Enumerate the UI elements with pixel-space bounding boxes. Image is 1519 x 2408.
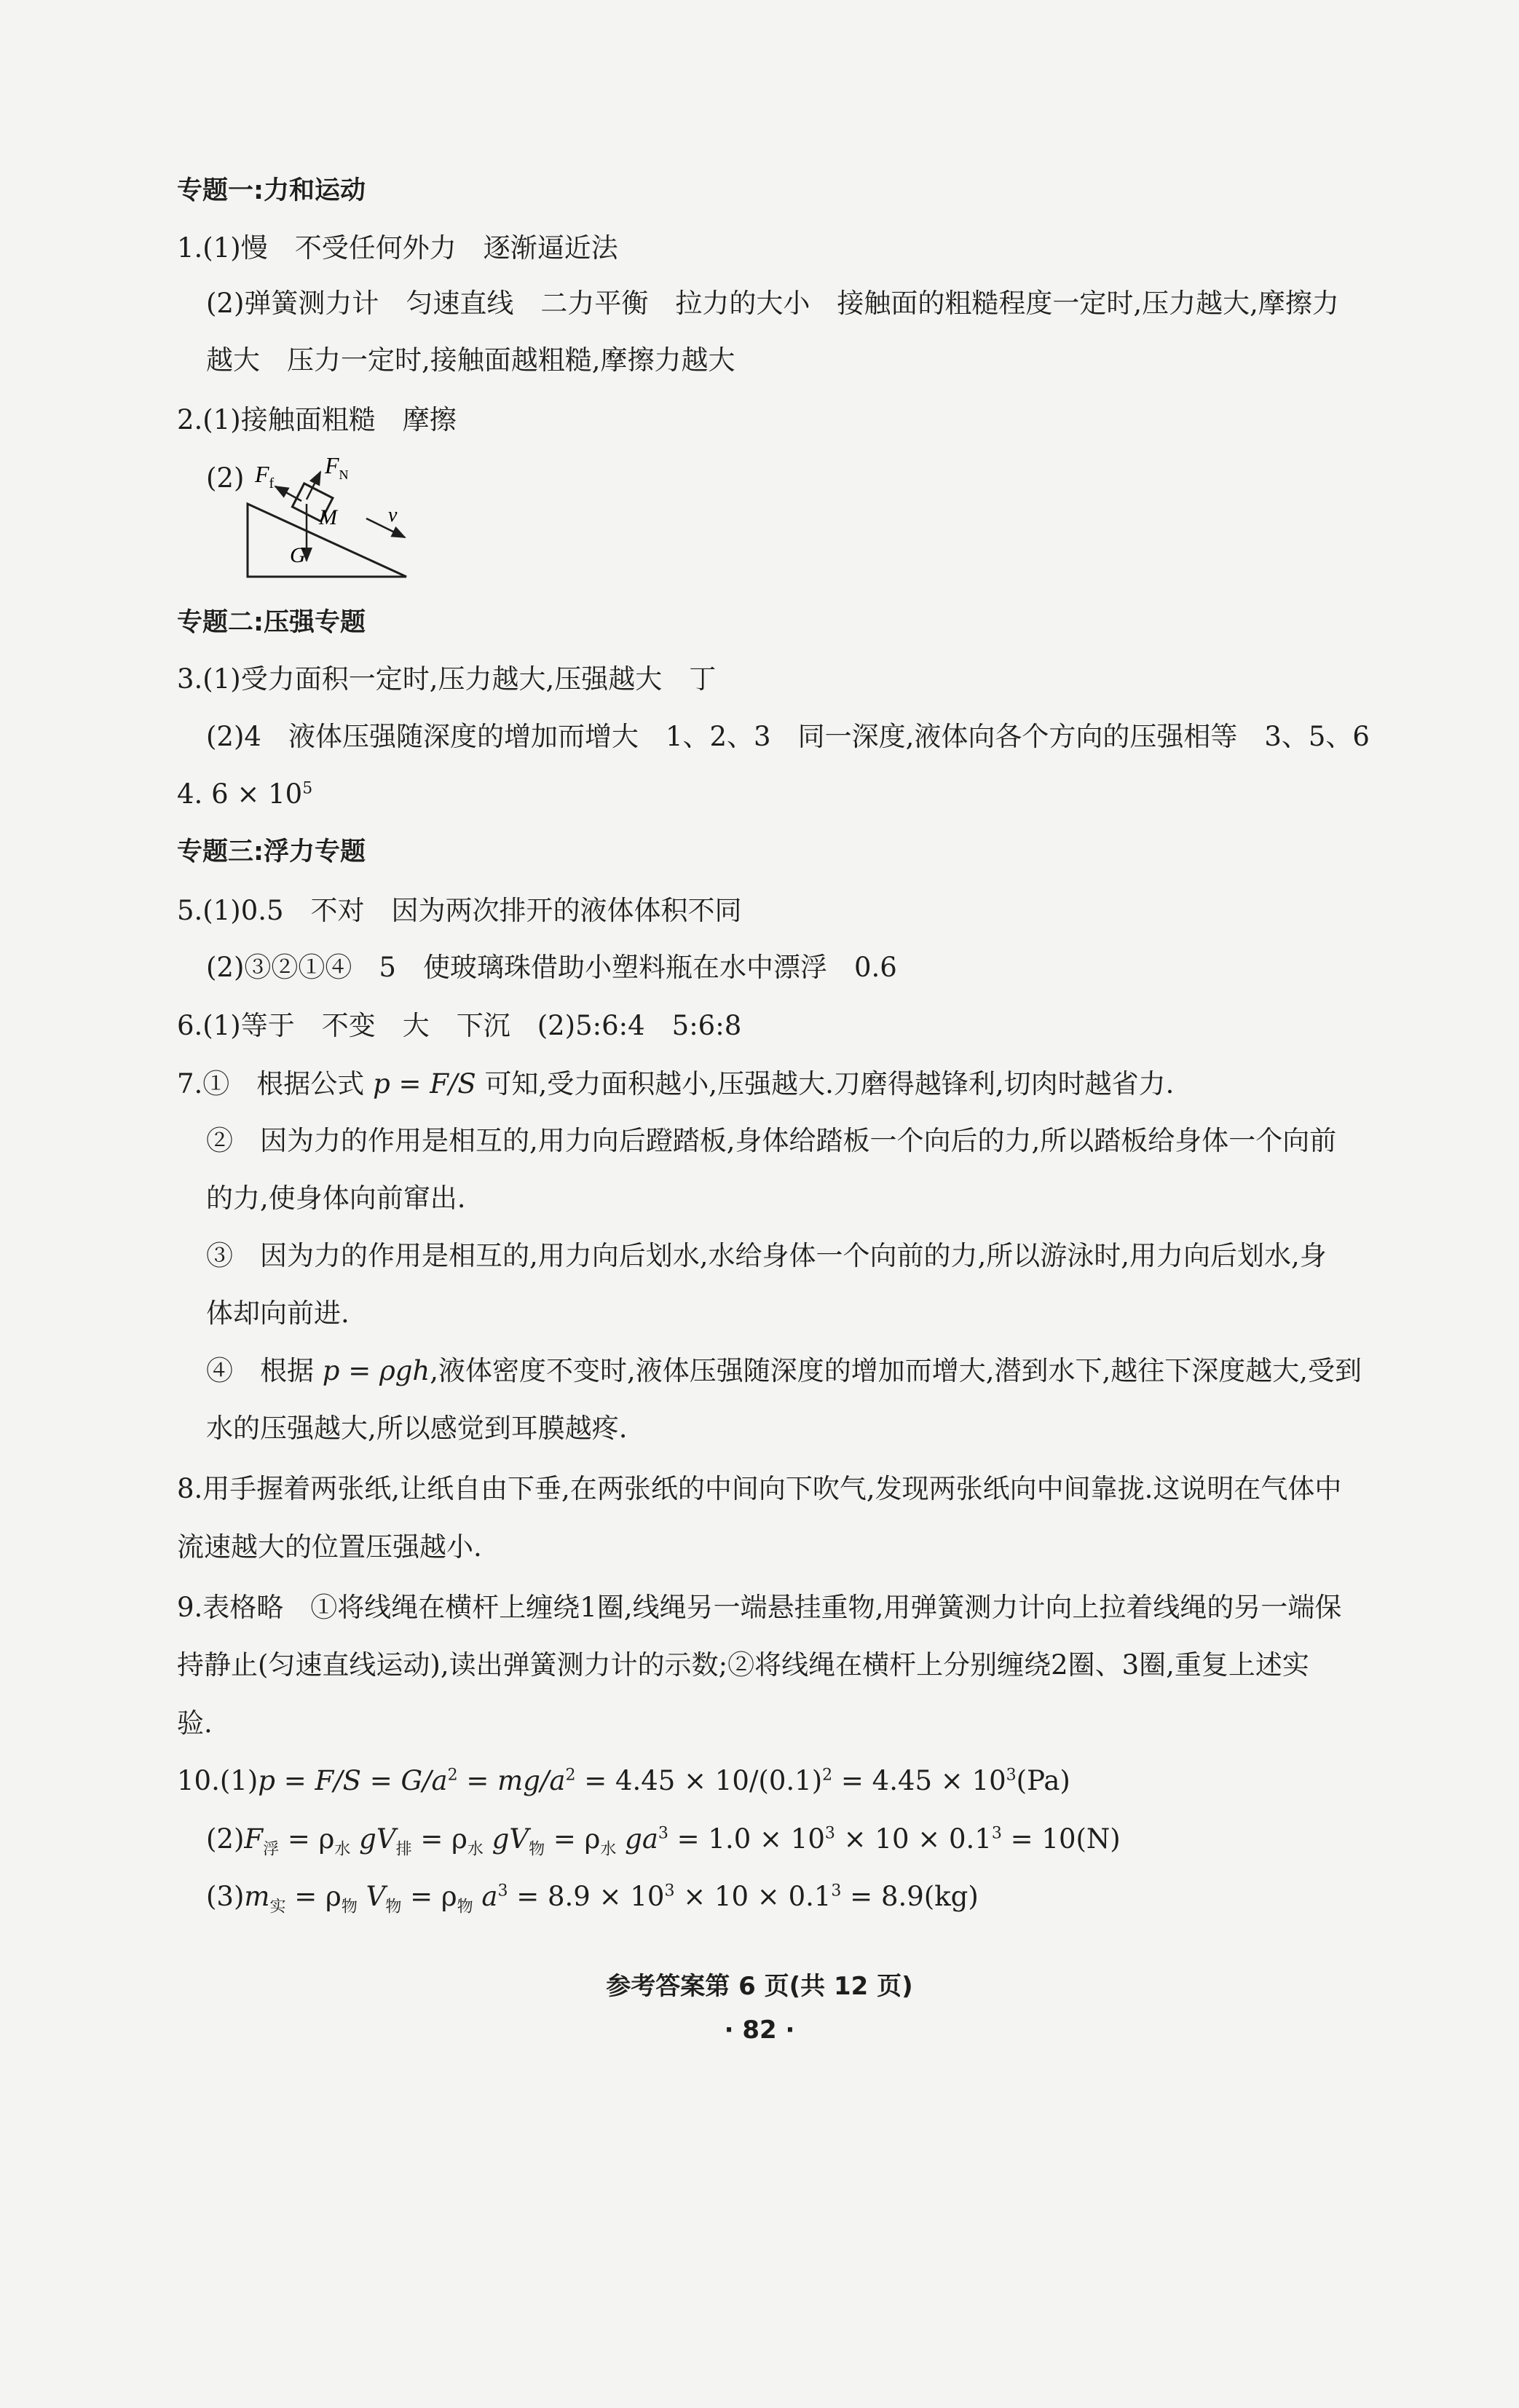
- q7-item-2-line-2: 的力,使身体向前窜出.: [206, 1183, 466, 1214]
- q1-line-1: 1.(1)慢 不受任何外力 逐渐逼近法: [177, 232, 618, 264]
- q9-line-1: 9.表格略 ①将线绳在横杆上缠绕1圈,线绳另一端悬挂重物,用弹簧测力计向上拉着线绳的另一端保: [177, 1592, 1342, 1623]
- q7-item-4-line-2: 水的压强越大,所以感觉到耳膜越疼.: [206, 1413, 628, 1444]
- q9-line-2: 持静止(匀速直线运动),读出弹簧测力计的示数;②将线绳在横杆上分别缠绕2圈、3圈,重复上述实: [177, 1649, 1309, 1681]
- section-title-3: 专题三:浮力专题: [177, 837, 366, 867]
- footer-caption: 参考答案第 6 页(共 12 页): [606, 1972, 913, 2001]
- q3-line-2: (2)4 液体压强随深度的增加而增大 1、2、3 同一深度,液体向各个方向的压强相等 3、5、6: [206, 721, 1370, 752]
- page-number: · 82 ·: [724, 2016, 795, 2045]
- q5-line-2: (2)③②①④ 5 使玻璃珠借助小塑料瓶在水中漂浮 0.6: [206, 952, 897, 983]
- q6-line-1: 6.(1)等于 不变 大 下沉 (2)5:6:4 5:6:8: [177, 1010, 742, 1041]
- q7-item-2-line-1: ② 因为力的作用是相互的,用力向后蹬踏板,身体给踏板一个向后的力,所以踏板给身体一个向前: [206, 1125, 1337, 1156]
- q8-line-2: 流速越大的位置压强越小.: [177, 1531, 482, 1563]
- velocity-arrow: [366, 518, 405, 537]
- q2-line-1: 2.(1)接触面粗糙 摩擦: [177, 404, 457, 435]
- q7-item-1: 7.① 根据公式 p = F/S 可知,受力面积越小,压强越大.刀磨得越锋利,切肉时越省力.: [177, 1068, 1175, 1100]
- q2-line-2-prefix: (2): [206, 462, 245, 494]
- q10-part-2: $(2)F_浮 = \rho_水$ $gV_排 = \rho_水$ $gV_物 = \rho_水$ $ga^3 = 1.0 \times 10^3 \times 10 \times 0.1^3 = 10(N)$: [206, 1823, 1121, 1859]
- q9-line-3: 验.: [177, 1708, 213, 1739]
- incline-force-diagram: [232, 451, 428, 583]
- q7-item-4-line-1: ④ 根据 p = ρgh,液体密度不变时,液体压强随深度的增加而增大,潜到水下,越往下深度越大,受到: [206, 1355, 1362, 1386]
- mass-label: M: [319, 505, 337, 529]
- q10-part-1: $10.(1)p = F/S = G/a^2 = mg/a^2 = 4.45 \times 10/(0.1)^2 = 4.45 \times 10^3(Pa)$: [177, 1765, 1070, 1796]
- friction-label: $F_f$: [255, 461, 275, 492]
- q7-item-3-line-1: ③ 因为力的作用是相互的,用力向后划水,水给身体一个向前的力,所以游泳时,用力向后划水,身: [206, 1240, 1327, 1271]
- section-title-1: 专题一:力和运动: [177, 176, 366, 205]
- q1-line-2: (2)弹簧测力计 匀速直线 二力平衡 拉力的大小 接触面的粗糙程度一定时,压力越大,摩擦力: [206, 288, 1339, 319]
- q8-line-1: 8.用手握着两张纸,让纸自由下垂,在两张纸的中间向下吹气,发现两张纸向中间靠拢.这说明在气体中: [177, 1473, 1342, 1504]
- q7-item-3-line-2: 体却向前进.: [206, 1298, 350, 1329]
- normal-force-label: $F_N$: [325, 452, 349, 482]
- q5-line-1: 5.(1)0.5 不对 因为两次排开的液体体积不同: [177, 895, 742, 926]
- section-title-2: 专题二:压强专题: [177, 608, 366, 637]
- gravity-label: G: [290, 543, 306, 567]
- friction-arrow: [275, 486, 301, 501]
- q10-part-3: $(3)m_实 = \rho_物$ $V_物 = \rho_物$ $a^3 = 8.9 \times 10^3 \times 10 \times 0.1^3 = 8.9(kg)$: [206, 1881, 979, 1916]
- q3-line-1: 3.(1)受力面积一定时,压力越大,压强越大 丁: [177, 663, 717, 695]
- velocity-label: v: [388, 504, 398, 526]
- q4-line: 4. $6 \times 10^5$: [177, 778, 313, 810]
- q1-line-3: 越大 压力一定时,接触面越粗糙,摩擦力越大: [206, 344, 735, 376]
